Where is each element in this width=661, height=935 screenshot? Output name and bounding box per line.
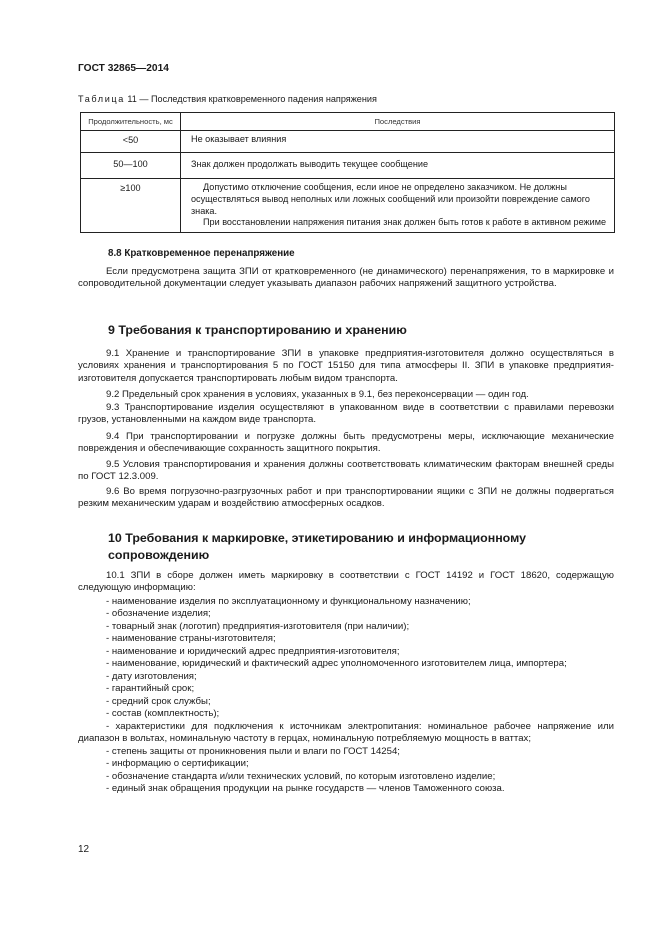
list-item: - товарный знак (логотип) предприятия-изготовителя (при наличии); [106, 620, 410, 632]
paragraph-text: 9.2 Предельный срок хранения в условиях, указанных в 9.1, без переконсервации — один год. [106, 389, 529, 400]
marking-info-list [78, 596, 614, 796]
paragraph-9-6 [78, 486, 614, 511]
paragraph-text: 9.1 Хранение и транспортирование ЗПИ в упаковке предприятия-изготовителя должно осуществляться в условиях хранения и транспортирования 5 по ГОСТ 15150 для типа атмосферы II. ЗПИ в упаковке предприятия-изготовителя допускается транспортировать любым видом транспорта. [78, 348, 614, 384]
section-title-10: 10 Требования к маркировке, этикетированию и информационному сопровождению [108, 531, 526, 562]
effect-paragraph: Допустимо отключение сообщения, если иное не определено заказчиком. Не должны осуществляться вывод неполных или ложных сообщений или произойти повреждение самого знака. [191, 182, 590, 216]
paragraph-text: 9.5 Условия транспортирования и хранения должны соответствовать климатическим факторам внешней среды по ГОСТ 12.3.009. [78, 459, 614, 483]
table-caption-text: 11 — Последствия кратковременного падения напряжения [127, 94, 377, 104]
table-header-row [81, 113, 615, 131]
list-item: - наименование страны-изготовителя; [106, 633, 276, 645]
list-item: - средний срок службы; [106, 695, 211, 707]
column-header-duration: Продолжительность, мс [81, 113, 181, 131]
paragraph-text: 9.3 Транспортирование изделия осуществляют в упакованном виде в соответствии с правилами перевозки грузов, установленными на каждом виде транспорта. [78, 402, 614, 426]
effect-cell [181, 179, 615, 233]
effect-paragraph: При восстановлении напряжения питания знак должен быть готов к работе в активном режиме [203, 217, 607, 228]
duration-cell: <50 [81, 131, 181, 153]
paragraph-9-1 [78, 348, 614, 385]
column-header-effect: Последствия [181, 113, 615, 131]
list-item: - дату изготовления; [106, 670, 197, 682]
paragraph-text: 9.6 Во время погрузочно-разгрузочных работ и при транспортировании ящики с ЗПИ не должны подвергаться резким механическим ударам и воздействию атмосферных осадков. [78, 486, 614, 510]
list-item: - информацию о сертификации; [106, 758, 249, 770]
list-item: - обозначение стандарта и/или технических условий, по которым изготовлено изделие; [106, 770, 496, 782]
paragraph-9-4 [78, 431, 614, 456]
document-id-header: ГОСТ 32865—2014 [78, 63, 169, 74]
table-caption-word: Таблица [78, 94, 125, 104]
subsection-title-8-8: 8.8 Кратковременное перенапряжение [108, 248, 295, 259]
table-caption [78, 94, 377, 106]
table-row [81, 131, 615, 153]
list-item: - характеристики для подключения к источникам электропитания: номинальное рабочее напряжение или диапазон в вольтах, номинальную частоту в герцах, номинальную потребляемую мощность в ваттах; [78, 720, 614, 745]
paragraph-9-3 [78, 402, 614, 427]
list-item: - степень защиты от проникновения пыли и влаги по ГОСТ 14254; [106, 745, 400, 757]
paragraph-text: 10.1 ЗПИ в сборе должен иметь маркировку в соответствии с ГОСТ 14192 и ГОСТ 18620, содержащую следующую информацию: [78, 570, 614, 594]
list-item: - состав (комплектность); [106, 708, 220, 720]
list-item: - гарантийный срок; [106, 683, 195, 695]
list-item: - наименование, юридический и фактический адрес уполномоченного изготовителем лица, импортера; [106, 658, 567, 670]
effect-cell: Знак должен продолжать выводить текущее сообщение [181, 153, 615, 179]
voltage-drop-table [80, 112, 615, 233]
list-item: - единый знак обращения продукции на рынке государств — членов Таможенного союза. [106, 783, 505, 795]
table-row [81, 153, 615, 179]
list-item: - обозначение изделия; [106, 608, 211, 620]
duration-cell: ≥100 [81, 179, 181, 233]
page-number: 12 [78, 844, 90, 855]
list-item: - наименование и юридический адрес предприятия-изготовителя; [106, 645, 400, 657]
paragraph-8-8 [78, 266, 614, 291]
paragraph-10-1 [78, 570, 614, 595]
paragraph-9-5 [78, 459, 614, 484]
list-item: - наименование изделия по эксплуатационному и функциональному назначению; [106, 596, 471, 607]
duration-cell: 50—100 [81, 153, 181, 179]
paragraph-text: 9.4 При транспортировании и погрузке должны быть предусмотрены меры, исключающие механические повреждения и обеспечивающие сохранность защитного покрытия. [78, 431, 614, 455]
table-row [81, 179, 615, 233]
effect-cell: Не оказывает влияния [181, 131, 615, 153]
paragraph-text: Если предусмотрена защита ЗПИ от кратковременного (не динамического) перенапряжения, то в маркировке и сопроводительной документации следует указывать диапазон рабочих напряжений защитного устройства. [78, 266, 614, 290]
section-title-9: 9 Требования к транспортированию и хранению [108, 323, 407, 337]
paragraph-9-2 [78, 389, 614, 401]
